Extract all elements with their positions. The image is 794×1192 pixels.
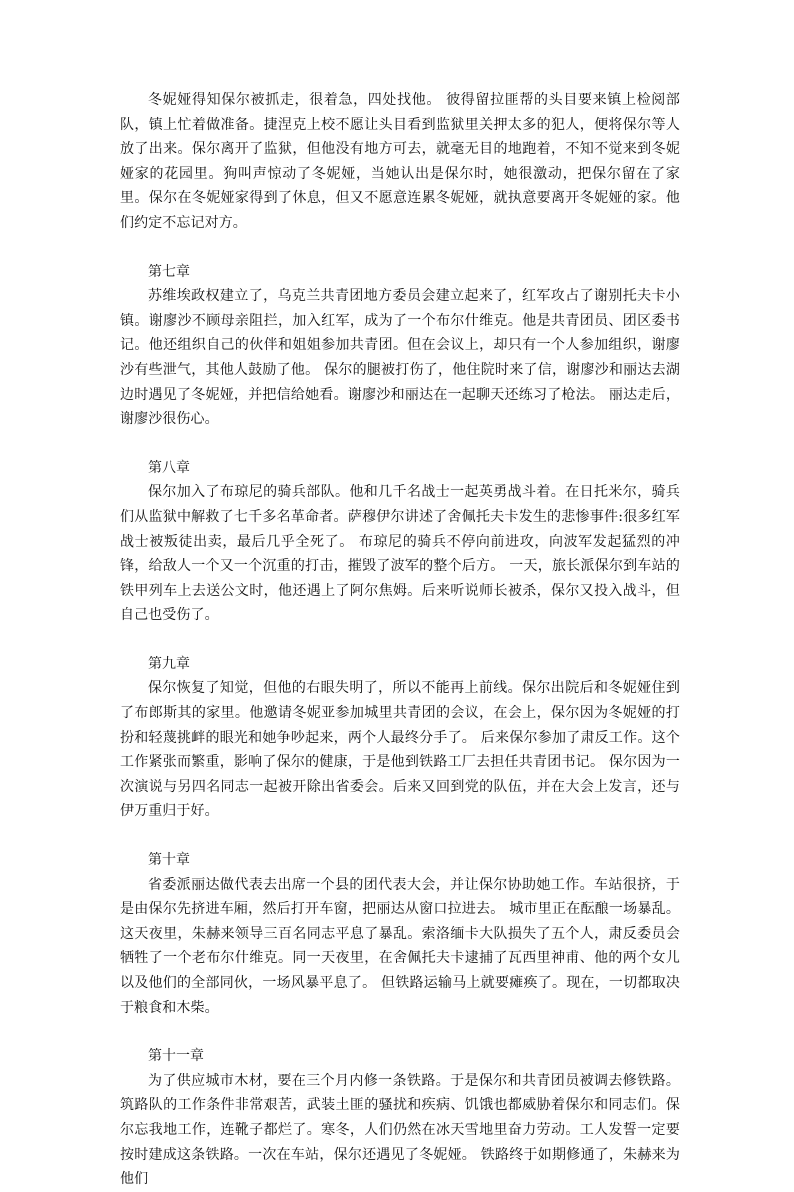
chapter-paragraph: 为了供应城市木材，要在三个月内修一条铁路。于是保尔和共青团员被调去修铁路。筑路队的工作条件非常艰苦，武装土匪的骚扰和疾病、饥饿也都威胁着保尔和同志们。保尔忘我地工作，连靴子都烂了。寒冬，人们仍然在冰天雪地里奋力劳动。工人发誓一定要按时建成这条铁路。一次在车站，保尔还遇见了冬妮娅。 铁路终于如期修通了，朱赫来为他们 bbox=[120, 1072, 680, 1188]
document-page bbox=[120, 88, 680, 1192]
chapter-paragraph: 保尔恢复了知觉，但他的右眼失明了，所以不能再上前线。保尔出院后和冬妮娅住到了布郎斯其的家里。他邀请冬妮亚参加城里共青团的会议，在会上，保尔因为冬妮娅的打扮和轻蔑挑衅的眼光和她争吵起来，两个人最终分手了。 后来保尔参加了肃反工作。这个工作紧张而繁重，影响了保尔的健康，于是他到铁路工厂去担任共青团书记。 保尔因为一次演说与另四名同志一起被开除出省委会。后来又回到党的队伍，并在大会上发言，还与伊万重归于好。 bbox=[120, 680, 680, 820]
chapter-paragraph: 苏维埃政权建立了，乌克兰共青团地方委员会建立起来了，红军攻占了谢别托夫卡小镇。谢廖沙不顾母亲阻拦，加入红军，成为了一个布尔什维克。他是共青团员、团区委书记。他还组织自己的伙伴和姐姐参加共青团。但在会议上，却只有一个人参加组织，谢廖沙有些泄气，其他人鼓励了他。 保尔的腿被打伤了，他住院时来了信，谢廖沙和丽达去湖边时遇见了冬妮娅，并把信给她看。谢廖沙和丽达在一起聊天还练习了枪法。 丽达走后，谢廖沙很伤心。 bbox=[120, 288, 680, 428]
chapter-title: 第七章 bbox=[148, 263, 190, 280]
chapter-10 bbox=[120, 848, 680, 1020]
chapter-paragraph: 省委派丽达做代表去出席一个县的团代表大会，并让保尔协助她工作。车站很挤，于是由保尔先挤进车厢，然后打开车窗，把丽达从窗口拉进去。 城市里正在酝酿一场暴乱。这天夜里，朱赫来领导三百名同志平息了暴乱。索洛缅卡大队损失了五个人，肃反委员会牺牲了一个老布尔什维克。同一天夜里，在舍佩托夫卡逮捕了瓦西里神甫、他的两个女儿以及他们的全部同伙，一场风暴平息了。 但铁路运输马上就要瘫痪了。现在，一切都取决于粮食和木柴。 bbox=[120, 876, 680, 1016]
chapter-8 bbox=[120, 456, 680, 628]
chapter-title: 第十章 bbox=[148, 852, 190, 869]
chapter-11 bbox=[120, 1044, 680, 1192]
chapter-7 bbox=[120, 260, 680, 432]
intro-paragraph: 冬妮娅得知保尔被抓走，很着急，四处找他。 彼得留拉匪帮的头目要来镇上检阅部队，镇上忙着做准备。捷涅克上校不愿让头目看到监狱里关押太多的犯人，便将保尔等人放了出来。保尔离开了监狱，但他没有地方可去，就毫无目的地跑着，不知不觉来到冬妮娅家的花园里。狗叫声惊动了冬妮娅，当她认出是保尔时，她很激动，把保尔留在了家里。保尔在冬妮娅家得到了休息，但又不愿意连累冬妮娅，就执意要离开冬妮娅的家。他们约定不忘记对方。 bbox=[120, 92, 680, 231]
chapter-title: 第十一章 bbox=[148, 1048, 204, 1065]
chapter-paragraph: 保尔加入了布琼尼的骑兵部队。他和几千名战士一起英勇战斗着。在日托米尔，骑兵们从监狱中解救了七千多名革命者。萨穆伊尔讲述了舍佩托夫卡发生的悲惨事件:很多红军战士被叛徒出卖，最后几乎全死了。 布琼尼的骑兵不停向前进攻，向波军发起猛烈的冲锋，给敌人一个又一个沉重的打击，摧毁了波军的整个后方。 一天，旅长派保尔到车站的铁甲列车上去送公文时，他还遇上了阿尔焦姆。后来听说师长被杀，保尔又投入战斗，但自己也受伤了。 bbox=[120, 484, 680, 624]
chapter-9 bbox=[120, 652, 680, 824]
chapter-title: 第九章 bbox=[148, 655, 190, 672]
chapter-title: 第八章 bbox=[148, 459, 190, 476]
